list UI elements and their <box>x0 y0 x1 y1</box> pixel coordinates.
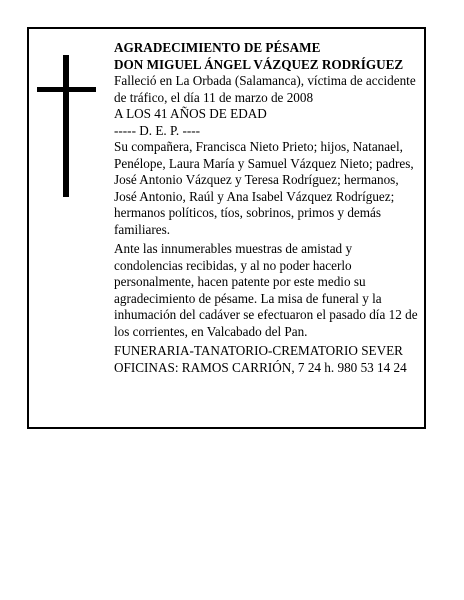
cross-icon <box>63 55 69 197</box>
rip-line: ----- D. E. P. ---- <box>114 122 201 138</box>
gratitude-message: Ante las innumerables muestras de amistad y condolencias recibidas, y al no poder hacerlo personalmente, hacen patente por este medio su agradecimiento de pésame. La misa de funeral y la inhumación del cadáver se efectuaron el pasado día 12 de los corrientes, en Valcabado del Pan. <box>114 241 418 339</box>
death-info: Falleció en La Orbada (Salamanca), víctima de accidente de tráfico, el día 11 de marzo de 2008 <box>114 73 416 105</box>
notice-body <box>114 40 420 376</box>
funeral-home-name: FUNERARIA-TANATORIO-CREMATORIO SEVER <box>114 343 403 358</box>
deceased-name: DON MIGUEL ÁNGEL VÁZQUEZ RODRÍGUEZ <box>114 56 404 72</box>
family-list: Su compañera, Francisca Nieto Prieto; hijos, Natanael, Penélope, Laura María y Samuel Vázquez Nieto; padres, José Antonio Vázquez y Teresa Rodríguez; hermanos, José Antonio, Raúl y Ana Isabel Vázquez Rodríguez; hermanos políticos, tíos, sobrinos, primos y demás familiares. <box>114 139 414 237</box>
notice-heading: AGRADECIMIENTO DE PÉSAME <box>114 40 321 55</box>
cross-icon-crossbar <box>37 87 96 92</box>
funeral-home-offices: OFICINAS: RAMOS CARRIÓN, 7 24 h. 980 53 14 24 <box>114 359 407 375</box>
age-at-death: A LOS 41 AÑOS DE EDAD <box>114 106 267 121</box>
